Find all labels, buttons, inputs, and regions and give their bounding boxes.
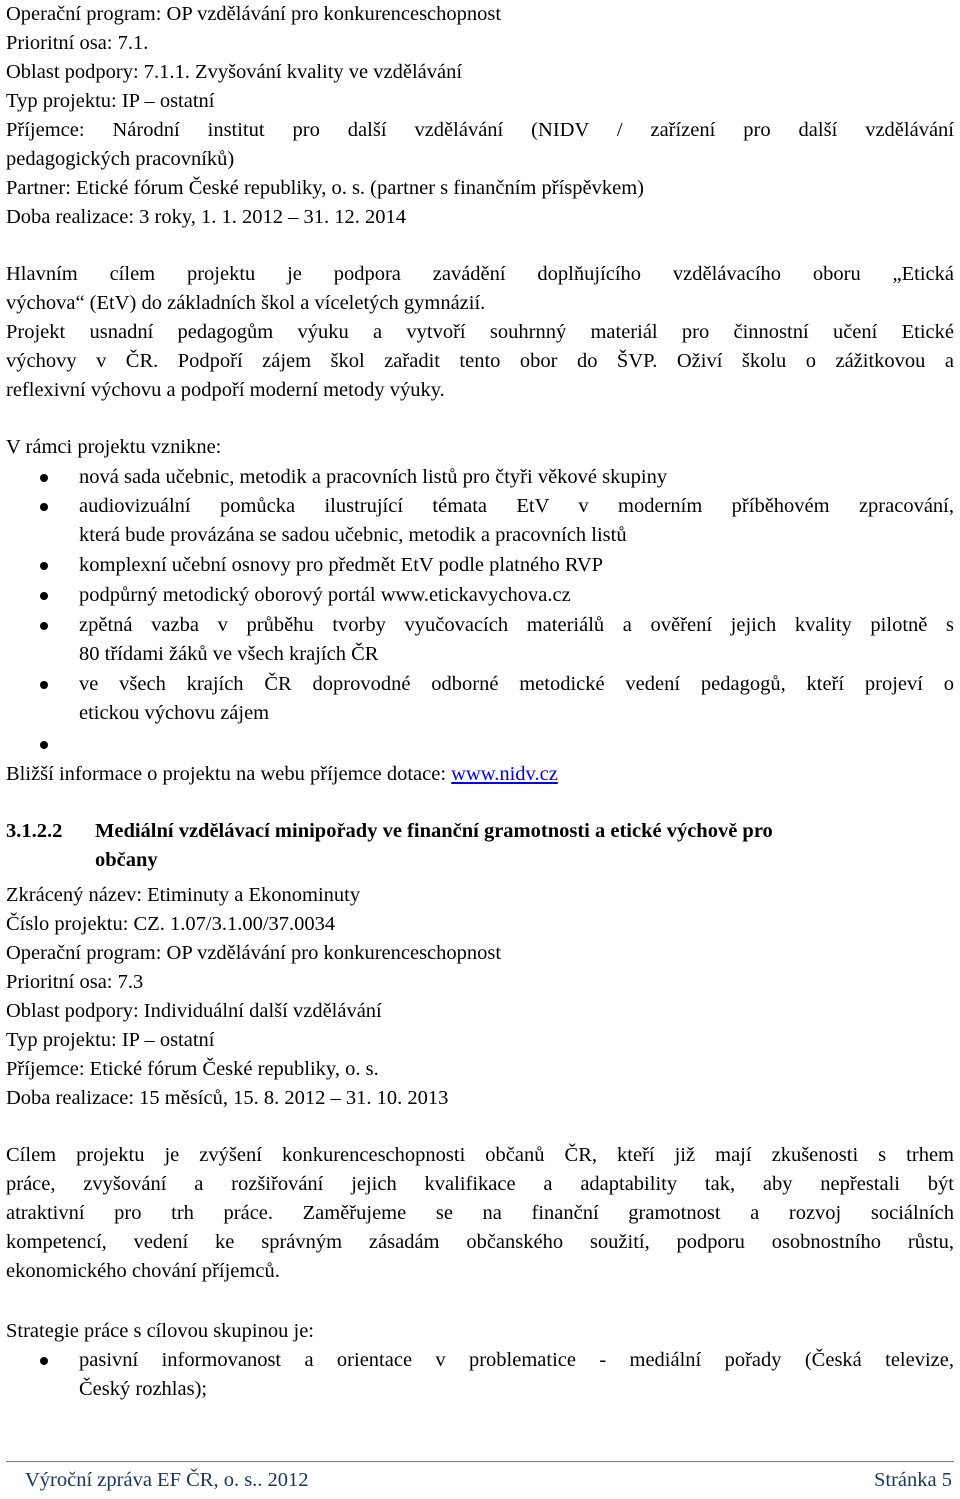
aim-paragraph-line: Hlavním cílem projektu je podpora zavádění doplňujícího vzdělávacího oboru „Etická (6, 263, 954, 285)
list-item-continued: která bude provázána se sadou učebnic, metodik a pracovních listů (79, 524, 627, 546)
short-name-line: Zkrácený název: Etiminuty a Ekonominuty (6, 884, 361, 906)
list-item: podpůrný metodický oborový portál www.etickavychova.cz (79, 584, 571, 606)
project-type-line: Typ projektu: IP – ostatní (6, 1029, 215, 1051)
aim-paragraph-line: reflexivní výchovu a podpoří moderní metody výuky. (6, 379, 445, 401)
section-title-continued: občany (95, 849, 158, 871)
section-title: Mediální vzdělávací minipořady ve finanční gramotnosti a etické výchově pro (95, 820, 773, 842)
goal-paragraph-line: atraktivní pro trh práce. Zaměřujeme se na finanční gramotnost a rozvoj sociálních (6, 1202, 954, 1224)
aim-paragraph-line: výchova“ (EtV) do základních škol a víceletých gymnázií. (6, 292, 486, 314)
list-item-continued: 80 třídami žáků ve všech krajích ČR (79, 643, 379, 665)
bullet-dot (40, 741, 48, 749)
recipient-line-continued: pedagogických pracovníků) (6, 148, 235, 170)
aim-paragraph-line: Projekt usnadní pedagogům výuku a vytvoří souhrnný materiál pro činnostní učení Etické (6, 321, 954, 343)
program-line: Operační program: OP vzdělávání pro konkurenceschopnost (6, 942, 502, 964)
footer-rule (6, 1461, 954, 1462)
bullet-dot (40, 474, 48, 482)
bullet-dot (40, 592, 48, 600)
partner-line: Partner: Etické fórum České republiky, o. s. (partner s finančním příspěvkem) (6, 177, 644, 199)
list-item: nová sada učebnic, metodik a pracovních listů pro čtyři věkové skupiny (79, 466, 668, 488)
bullet-dot (40, 562, 48, 570)
support-area-line: Oblast podpory: 7.1.1. Zvyšování kvality ve vzdělávání (6, 61, 463, 83)
list-item: ve všech krajích ČR doprovodné odborné metodické vedení pedagogů, kteří projeví o (79, 673, 954, 695)
priority-axis-line: Prioritní osa: 7.3 (6, 971, 144, 993)
list-item: audiovizuální pomůcka ilustrující témata EtV v moderním příběhovém zpracování, (79, 495, 954, 517)
duration-line: Doba realizace: 3 roky, 1. 1. 2012 – 31. 12. 2014 (6, 206, 407, 228)
list-item (79, 730, 954, 759)
strategy-item: pasivní informovanost a orientace v problematice - mediální pořady (Česká televize, (79, 1349, 954, 1371)
more-info-text: Bližší informace o projektu na webu příjemce dotace: (6, 763, 452, 785)
list-item: zpětná vazba v průběhu tvorby vyučovacích materiálů a ověření jejich kvality pilotně s (79, 614, 954, 636)
bullet-dot (40, 681, 48, 689)
list-item-continued: etickou výchovu zájem (79, 702, 270, 724)
bullet-dot (40, 622, 48, 630)
section-heading (6, 817, 954, 846)
recipient-line: Příjemce: Národní institut pro další vzdělávání (NIDV / zařízení pro další vzdělávání (6, 119, 954, 141)
footer-report-title: Výroční zpráva EF ČR, o. s.. 2012 (25, 1469, 309, 1491)
goal-paragraph-line: Cílem projektu je zvýšení konkurenceschopnosti občanů ČR, kteří již mají zkušenosti s trhem (6, 1144, 954, 1166)
nidv-link[interactable]: www.nidv.cz (451, 763, 558, 785)
goal-paragraph-line: kompetencí, vedení ke správným zásadám občanského soužití, podporu osobnostního růstu, (6, 1231, 954, 1253)
program-line: Operační program: OP vzdělávání pro konkurenceschopnost (6, 3, 502, 25)
goal-paragraph-line: ekonomického chování příjemců. (6, 1260, 280, 1282)
support-area-line: Oblast podpory: Individuální další vzdělávání (6, 1000, 382, 1022)
goal-paragraph-line: práce, zvyšování a rozšiřování jejich kvalifikace a adaptability tak, aby nepřestali být (6, 1173, 954, 1195)
priority-axis-line: Prioritní osa: 7.1. (6, 32, 149, 54)
aim-paragraph-line: výchovy v ČR. Podpoří zájem škol zařadit tento obor do ŠVP. Oživí školu o zážitkovou a (6, 350, 954, 372)
bullet-dot (40, 1357, 48, 1365)
list-item: komplexní učební osnovy pro předmět EtV podle platného RVP (79, 554, 604, 576)
list-intro: V rámci projektu vznikne: (6, 436, 222, 458)
section-number: 3.1.2.2 (6, 820, 63, 842)
more-info-line (6, 760, 954, 789)
section-heading-continued (6, 846, 954, 875)
recipient-line: Příjemce: Etické fórum České republiky, o. s. (6, 1058, 379, 1080)
duration-line: Doba realizace: 15 měsíců, 15. 8. 2012 – 31. 10. 2013 (6, 1087, 449, 1109)
project-number-line: Číslo projektu: CZ. 1.07/3.1.00/37.0034 (6, 913, 336, 935)
strategy-intro: Strategie práce s cílovou skupinou je: (6, 1320, 314, 1342)
bullet-dot (40, 503, 48, 511)
footer-page-number: Stránka 5 (874, 1469, 952, 1491)
project-type-line: Typ projektu: IP – ostatní (6, 90, 215, 112)
strategy-item-continued: Český rozhlas); (79, 1378, 208, 1400)
